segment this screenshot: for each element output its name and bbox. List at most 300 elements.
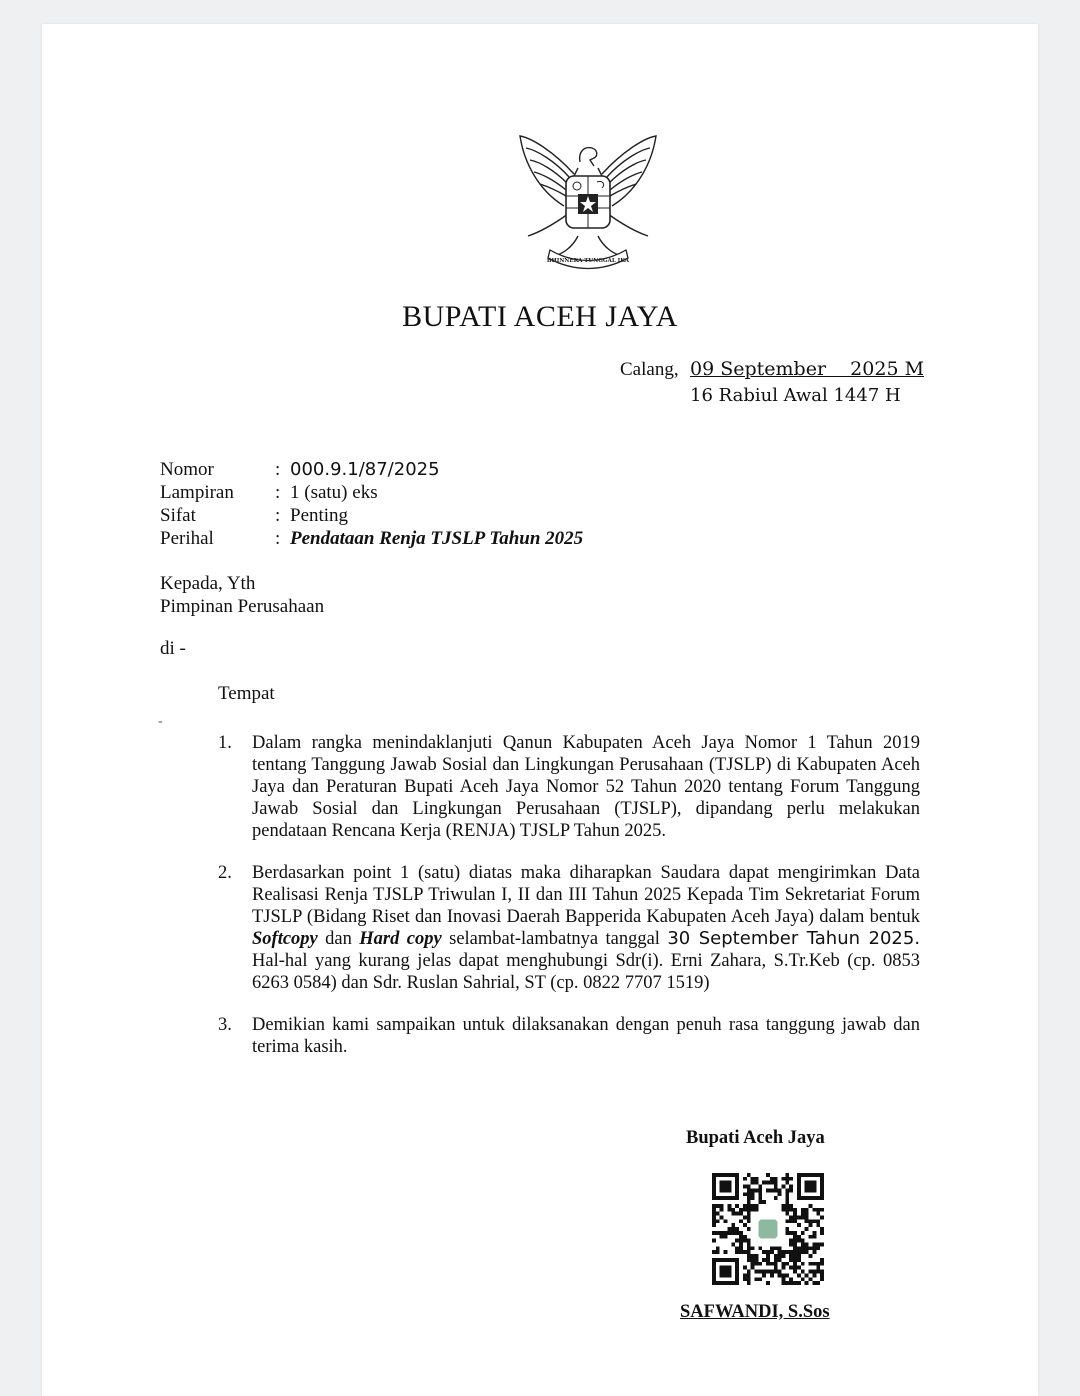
qr-module [774,1262,778,1266]
qr-module [820,1243,824,1247]
qr-module [770,1181,774,1185]
qr-module [727,1204,731,1208]
qr-module [809,1254,813,1258]
qr-module [754,1254,758,1258]
qr-module [754,1277,758,1281]
qr-module [743,1273,747,1277]
qr-module [735,1204,739,1208]
qr-module [735,1231,739,1235]
qr-module [785,1212,789,1216]
qr-module [731,1212,735,1216]
qr-module [812,1281,816,1285]
qr-module [747,1219,751,1223]
qr-module [727,1231,731,1235]
qr-module [712,1204,716,1208]
qr-module [812,1250,816,1254]
qr-module [789,1208,793,1212]
qr-module [716,1212,720,1216]
qr-module [797,1281,801,1285]
item-text-part: Hal-hal yang kurang jelas dapat menghubungi Sdr(i). Erni Zahara, S.Tr.Keb (cp. 0853 6263 0584) dan Sdr. Ruslan Sahrial, ST (cp. 0822 7707 1519) [252,951,920,993]
meta-value-perihal: Pendataan Renja TJSLP Tahun 2025 [290,528,584,549]
qr-module [805,1250,809,1254]
qr-module [793,1215,797,1219]
qr-module [793,1254,797,1258]
qr-module [816,1223,820,1227]
garuda-pancasila-emblem [514,132,662,278]
qr-module [793,1239,797,1243]
qr-module [789,1254,793,1258]
letter-body [218,732,920,1078]
qr-module [820,1270,824,1274]
qr-module [743,1204,747,1208]
qr-module [809,1204,813,1208]
qr-module [793,1246,797,1250]
qr-module [766,1188,770,1192]
date-hijri: 16 Rabiul Awal 1447 H [690,385,901,406]
qr-module [812,1243,816,1247]
qr-module [743,1266,747,1270]
qr-module [724,1250,728,1254]
qr-module [743,1192,747,1196]
qr-module [820,1277,824,1281]
qr-module [820,1231,824,1235]
qr-module [774,1185,778,1189]
qr-module [754,1258,758,1262]
qr-module [782,1204,786,1208]
qr-module [805,1215,809,1219]
meta-row-perihal [160,527,583,550]
meta-label: Lampiran [160,482,234,503]
qr-module [816,1246,820,1250]
qr-module [758,1246,762,1250]
qr-module [739,1208,743,1212]
meta-label: Perihal [160,528,214,549]
date-gregorian: 09 September 2025 M [690,358,925,380]
qr-module [812,1208,816,1212]
qr-module [820,1227,824,1231]
qr-module [805,1208,809,1212]
qr-module [747,1215,751,1219]
qr-module [816,1219,820,1223]
qr-module [785,1188,789,1192]
qr-module [778,1273,782,1277]
qr-module [785,1219,789,1223]
qr-module [762,1270,766,1274]
item-text [252,862,920,994]
qr-module [809,1223,813,1227]
qr-module [793,1243,797,1247]
qr-module [751,1208,755,1212]
qr-module [820,1258,824,1262]
qr-module [739,1250,743,1254]
qr-module [724,1231,728,1235]
qr-module [785,1227,789,1231]
qr-module [712,1208,716,1212]
qr-module [762,1258,766,1262]
qr-module [789,1277,793,1281]
qr-module [809,1277,813,1281]
qr-module [809,1246,813,1250]
qr-module [716,1219,720,1223]
qr-module [766,1250,770,1254]
qr-module [785,1196,789,1200]
qr-module [785,1262,789,1266]
qr-module [785,1200,789,1204]
qr-module [816,1243,820,1247]
qr-module [812,1246,816,1250]
meta-row-lampiran [160,481,583,504]
qr-module [797,1266,801,1270]
qr-module [731,1243,735,1247]
recipient-place: Tempat [218,683,275,704]
meta-colon: : [275,482,281,503]
qr-module [809,1262,813,1266]
qr-module [785,1231,789,1235]
qr-module [747,1204,751,1208]
qr-module [743,1235,747,1239]
qr-module [789,1188,793,1192]
qr-module [754,1177,758,1181]
qr-module [809,1235,813,1239]
qr-module [712,1215,716,1219]
qr-module [751,1254,755,1258]
qr-module [770,1250,774,1254]
qr-module [789,1231,793,1235]
recipient-name: Pimpinan Perusahaan [160,596,325,617]
qr-module [778,1250,782,1254]
qr-module [816,1208,820,1212]
qr-module [782,1185,786,1189]
qr-module [782,1250,786,1254]
meta-label: Sifat [160,505,196,526]
qr-module [801,1239,805,1243]
qr-module [797,1250,801,1254]
qr-module [816,1262,820,1266]
meta-label: Nomor [160,459,214,480]
qr-module [758,1200,762,1204]
qr-module [774,1188,778,1192]
qr-module [801,1270,805,1274]
qr-module [751,1188,755,1192]
qr-module [774,1196,778,1200]
qr-module [805,1212,809,1216]
qr-module [754,1270,758,1274]
qr-module [747,1254,751,1258]
qr-module [743,1185,747,1189]
qr-module [747,1273,751,1277]
qr-module [735,1246,739,1250]
qr-module [801,1215,805,1219]
qr-module [789,1177,793,1181]
list-item [218,862,920,994]
qr-module [801,1243,805,1247]
qr-module [805,1273,809,1277]
qr-module [789,1243,793,1247]
qr-module [789,1215,793,1219]
qr-module [751,1192,755,1196]
item-text: Dalam rangka menindaklanjuti Qanun Kabupaten Aceh Jaya Nomor 1 Tahun 2019 tentang Tanggung Jawab Sosial dan Lingkungan Perusahaan (TJSLP) di Kabupaten Aceh Jaya dan Peraturan Bupati Aceh Jaya Nomor 52 Tahun 2020 tentang Forum Tanggung Jawab Sosial dan Lingkungan Perusahaan (TJSLP), dipandang perlu melakukan pendataan Rencana Kerja (RENJA) TJSLP Tahun 2025. [252,733,920,841]
meta-value-lampiran: 1 (satu) eks [290,482,378,503]
qr-module [797,1235,801,1239]
qr-module [758,1192,762,1196]
qr-module [724,1219,728,1223]
qr-module [789,1219,793,1223]
qr-module [743,1223,747,1227]
letter-title: BUPATI ACEH JAYA [402,300,678,333]
qr-module [766,1181,770,1185]
qr-module [739,1219,743,1223]
qr-module [762,1273,766,1277]
date-place: Calang, [620,359,679,380]
item-text: Demikian kami sampaikan untuk dilaksanakan dengan penuh rasa tanggung jawab dan terima kasih. [252,1015,920,1057]
qr-module [785,1181,789,1185]
qr-module [805,1243,809,1247]
softcopy-emphasis: Softcopy [252,929,318,949]
qr-module [782,1208,786,1212]
qr-module [747,1192,751,1196]
qr-module [805,1227,809,1231]
qr-module [716,1231,720,1235]
qr-module [801,1250,805,1254]
qr-module [797,1246,801,1250]
qr-module [758,1185,762,1189]
qr-module [774,1177,778,1181]
qr-module [743,1177,747,1181]
qr-module [743,1208,747,1212]
qr-module [716,1246,720,1250]
qr-module [754,1208,758,1212]
qr-module [820,1262,824,1266]
qr-module [747,1212,751,1216]
qr-module [716,1250,720,1254]
qr-module [782,1254,786,1258]
stray-dash: - [158,714,163,729]
qr-module [747,1173,751,1177]
date-block [620,356,924,409]
qr-module [793,1219,797,1223]
meta-row-sifat [160,504,583,527]
qr-module [785,1208,789,1212]
qr-module [720,1204,724,1208]
qr-module [801,1246,805,1250]
qr-module [816,1281,820,1285]
qr-module [801,1212,805,1216]
qr-module [812,1273,816,1277]
qr-module [797,1254,801,1258]
qr-module [720,1215,724,1219]
qr-module [758,1196,762,1200]
qr-module [747,1270,751,1274]
qr-module [720,1231,724,1235]
qr-module [797,1215,801,1219]
qr-code-signature [712,1173,824,1285]
qr-module [785,1281,789,1285]
qr-module [801,1231,805,1235]
qr-module [712,1239,716,1243]
qr-module [774,1266,778,1270]
meta-colon: : [275,459,281,480]
qr-module [751,1246,755,1250]
qr-module [743,1239,747,1243]
qr-module [797,1239,801,1243]
qr-module [770,1270,774,1274]
signatory-name: SAFWANDI, S.Sos [680,1302,830,1322]
qr-module [774,1254,778,1258]
qr-module [758,1262,762,1266]
qr-module [820,1273,824,1277]
qr-module [801,1208,805,1212]
qr-module [812,1262,816,1266]
qr-module [797,1258,801,1262]
letter-page [42,24,1038,1396]
qr-module [766,1281,770,1285]
qr-module [739,1212,743,1216]
qr-module [747,1208,751,1212]
qr-module [766,1270,770,1274]
qr-module [770,1246,774,1250]
qr-module [785,1177,789,1181]
qr-module [754,1188,758,1192]
qr-module [801,1277,805,1281]
qr-module [712,1231,716,1235]
qr-module [816,1212,820,1216]
qr-module [805,1246,809,1250]
qr-module [739,1235,743,1239]
qr-module [793,1212,797,1216]
item-text-part: Berdasarkan point 1 (satu) diatas maka diharapkan Saudara dapat mengirimkan Data Realisasi Renja TJSLP Triwulan I, II dan III Tahun 2025 Kepada Tim Sekretariat Forum TJSLP (Bidang Riset dan Inovasi Daerah Bapperida Kabupaten Aceh Jaya) dalam bentuk [252,863,920,927]
meta-row-nomor [160,458,583,481]
qr-module [785,1204,789,1208]
qr-module [727,1208,731,1212]
qr-module [778,1258,782,1262]
signature-title: Bupati Aceh Jaya [686,1128,825,1148]
qr-module [809,1219,813,1223]
qr-module [789,1281,793,1285]
qr-module [785,1192,789,1196]
qr-module [720,1235,724,1239]
qr-module [785,1173,789,1177]
qr-module [747,1188,751,1192]
qr-module [782,1266,786,1270]
qr-module [782,1177,786,1181]
qr-module [751,1266,755,1270]
qr-module [812,1235,816,1239]
qr-module [747,1200,751,1204]
qr-module [793,1262,797,1266]
qr-module [747,1250,751,1254]
qr-module [747,1196,751,1200]
qr-module [793,1270,797,1274]
qr-module [712,1223,716,1227]
qr-module [770,1262,774,1266]
qr-module [782,1281,786,1285]
qr-module [731,1227,735,1231]
hardcopy-emphasis: Hard copy [359,929,442,949]
qr-module [820,1215,824,1219]
qr-module [778,1270,782,1274]
qr-module [735,1250,739,1254]
qr-module [812,1219,816,1223]
qr-module [816,1266,820,1270]
qr-module [712,1250,716,1254]
item-text-part: dan [325,929,352,949]
qr-module [712,1212,716,1216]
qr-module [735,1239,739,1243]
qr-module [770,1177,774,1181]
qr-module [789,1250,793,1254]
emblem-motto: BHINNEKA TUNGGAL IKA [546,258,630,264]
deadline-date: 30 September Tahun 2025. [667,928,921,949]
qr-module [762,1200,766,1204]
qr-module [727,1227,731,1231]
qr-module [739,1246,743,1250]
qr-module [789,1239,793,1243]
qr-module [747,1185,751,1189]
qr-module [793,1281,797,1285]
qr-module [766,1262,770,1266]
qr-module [778,1192,782,1196]
qr-module [774,1270,778,1274]
qr-module [789,1185,793,1189]
item-text-part: selambat-lambatnya tanggal [449,929,660,949]
qr-module [751,1258,755,1262]
qr-module [735,1212,739,1216]
qr-module [774,1181,778,1185]
qr-module [754,1204,758,1208]
qr-module [778,1246,782,1250]
qr-module [751,1204,755,1208]
qr-module [766,1173,770,1177]
qr-module [785,1273,789,1277]
qr-module [801,1262,805,1266]
qr-module [797,1273,801,1277]
qr-module [739,1231,743,1235]
qr-module [743,1250,747,1254]
qr-module [766,1258,770,1262]
qr-module [793,1235,797,1239]
qr-module [758,1270,762,1274]
qr-module [770,1188,774,1192]
qr-module [716,1204,720,1208]
qr-module [747,1258,751,1262]
qr-module [809,1270,813,1274]
qr-module [720,1208,724,1212]
qr-module [758,1277,762,1281]
qr-module [793,1258,797,1262]
qr-module [778,1254,782,1258]
qr-module [747,1281,751,1285]
meta-value-sifat: Penting [290,505,349,526]
item-number: 2. [218,863,232,883]
qr-module [789,1266,793,1270]
qr-module [797,1223,801,1227]
qr-module [731,1208,735,1212]
qr-module [747,1246,751,1250]
qr-module [754,1262,758,1266]
qr-module [774,1246,778,1250]
qr-module [747,1239,751,1243]
qr-module [743,1277,747,1281]
qr-module [754,1181,758,1185]
qr-module [782,1262,786,1266]
qr-module [751,1196,755,1200]
qr-module [805,1219,809,1223]
qr-module [735,1227,739,1231]
qr-module [785,1250,789,1254]
qr-module [747,1277,751,1281]
qr-module [812,1270,816,1274]
item-number: 1. [218,733,232,753]
